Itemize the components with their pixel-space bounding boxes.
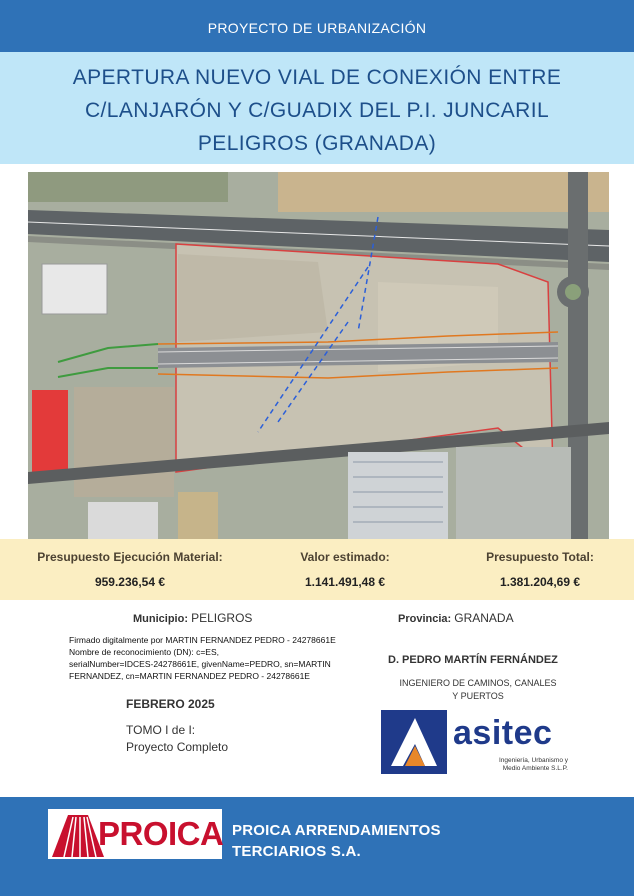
signature-line-2: Nombre de reconocimiento (DN): c=ES, [69,647,219,657]
municipio [133,611,252,625]
title-line-1: APERTURA NUEVO VIAL DE CONEXIÓN ENTRE [72,66,562,89]
asitec-logo [379,708,572,777]
header-band [0,0,634,52]
budget-pem-label: Presupuesto Ejecución Material: [37,550,223,564]
client-name-line-2: TERCIARIOS S.A. [232,843,361,860]
title-band [0,52,634,164]
asitec-tagline [499,757,568,773]
budget-total [450,550,630,589]
volume-description: Proyecto Completo [126,740,229,754]
volume-info [126,722,228,756]
budget-estimated-label: Valor estimado: [300,550,390,564]
asitec-brand-text: asitec [453,714,553,752]
author-name: D. PEDRO MARTÍN FERNÁNDEZ [388,654,558,666]
provincia-label: Provincia: [398,613,452,625]
title-line-2: C/LANJARÓN Y C/GUADIX DEL P.I. JUNCARIL [84,99,550,122]
asitec-tagline-line-1: Ingeniería, Urbanismo y [498,757,568,764]
budget-estimated [250,550,440,589]
provincia [398,611,514,625]
aerial-site-plan-image [28,172,609,539]
author-title-line-2: Y PUERTOS [452,691,504,701]
budget-total-value: 1.381.204,69 € [499,575,581,589]
document-date: FEBRERO 2025 [126,697,215,711]
proica-logo [48,809,222,859]
signature-line-4: FERNANDEZ, cn=MARTIN FERNANDEZ PEDRO - 24278661E [69,671,310,681]
budget-pem-value: 959.236,54 € [94,575,166,589]
budget-total-label: Presupuesto Total: [486,550,594,564]
client-name [232,820,441,862]
provincia-value: GRANADA [454,611,514,625]
municipio-value: PELIGROS [191,611,253,625]
digital-signature [69,634,379,682]
municipio-label: Municipio: [133,613,188,625]
author-title [378,677,578,703]
proica-logo-text: PROICA [98,815,224,852]
volume-tomo: TOMO I de I: [126,723,196,737]
asitec-tagline-line-2: Medio Ambiente S.L.P. [502,765,568,772]
project-type-label: PROYECTO DE URBANIZACIÓN [207,20,427,36]
client-name-line-1: PROICA ARRENDAMIENTOS [232,822,441,839]
budget-band [0,539,634,600]
signature-line-3: serialNumber=IDCES-24278661E, givenName=PEDRO, sn=MARTIN [69,659,331,669]
budget-estimated-value: 1.141.491,48 € [304,575,386,589]
author-title-line-1: INGENIERO DE CAMINOS, CANALES [399,678,557,688]
title-line-3: PELIGROS (GRANADA) [197,132,437,155]
signature-line-1: Firmado digitalmente por MARTIN FERNANDEZ PEDRO - 24278661E [69,635,336,645]
budget-pem [30,550,230,589]
aerial-photo-drawing [28,172,609,539]
